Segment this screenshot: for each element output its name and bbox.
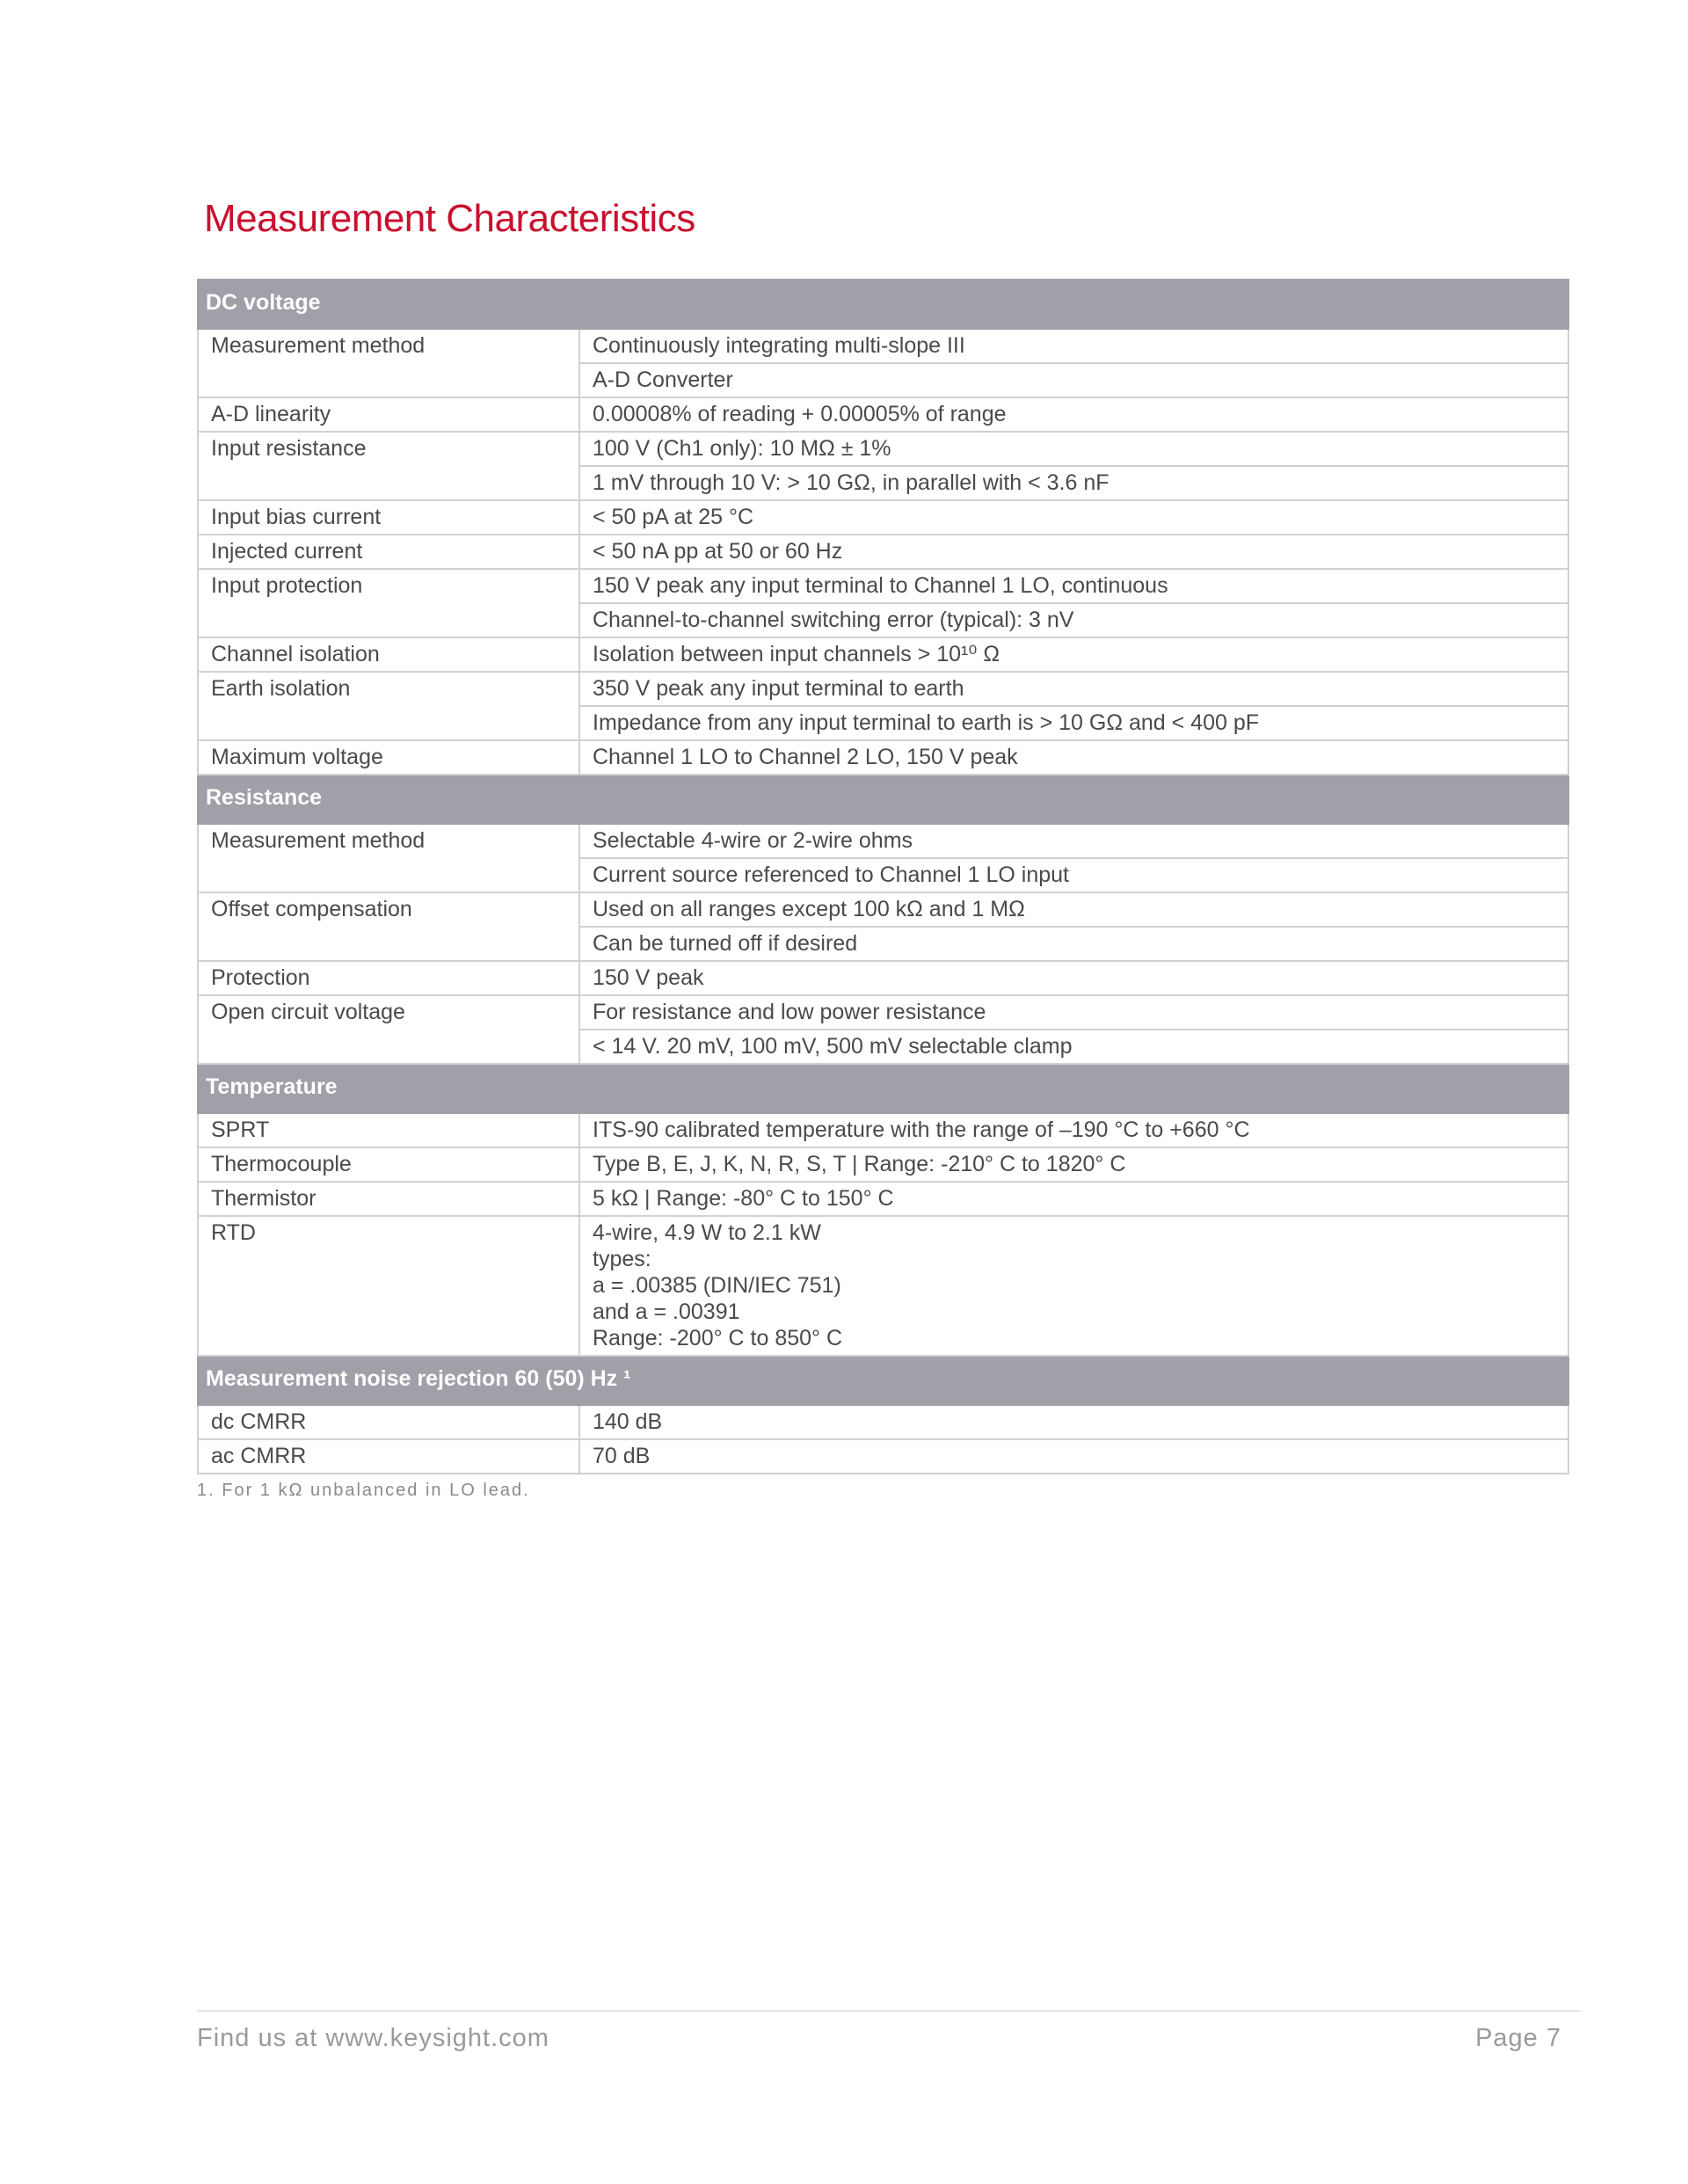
- parameter-value: 1 mV through 10 V: > 10 GΩ, in parallel with < 3.6 nF: [579, 466, 1568, 500]
- footer-website-link[interactable]: Find us at www.keysight.com: [197, 2024, 549, 2052]
- parameter-label: Open circuit voltage: [198, 995, 579, 1064]
- parameter-value: Isolation between input channels > 10¹⁰ Ω: [579, 637, 1568, 672]
- table-row: [198, 961, 1568, 995]
- parameter-label: RTD: [198, 1216, 579, 1356]
- specifications-table-body: [198, 280, 1568, 1474]
- parameter-value: A-D Converter: [579, 363, 1568, 397]
- section-title: Measurement noise rejection 60 (50) Hz ¹: [198, 1356, 1568, 1405]
- parameter-label: Earth isolation: [198, 672, 579, 740]
- table-row: [198, 892, 1568, 927]
- parameter-label: Offset compensation: [198, 892, 579, 961]
- parameter-label: SPRT: [198, 1113, 579, 1147]
- table-row: [198, 397, 1568, 432]
- parameter-label: Thermocouple: [198, 1147, 579, 1182]
- section-header-row: [198, 1356, 1568, 1405]
- table-row: [198, 1113, 1568, 1147]
- parameter-value: Continuously integrating multi-slope III: [579, 329, 1568, 363]
- parameter-value: < 50 nA pp at 50 or 60 Hz: [579, 535, 1568, 569]
- table-row: [198, 637, 1568, 672]
- page-title: Measurement Characteristics: [204, 197, 695, 240]
- table-row: [198, 672, 1568, 706]
- page-number: Page 7: [1475, 2024, 1561, 2052]
- parameter-value: Channel-to-channel switching error (typical): 3 nV: [579, 603, 1568, 637]
- parameter-label: ac CMRR: [198, 1439, 579, 1474]
- parameter-value: Used on all ranges except 100 kΩ and 1 MΩ: [579, 892, 1568, 927]
- section-title: DC voltage: [198, 280, 1568, 329]
- table-row: [198, 1439, 1568, 1474]
- specifications-table: [197, 279, 1569, 1474]
- parameter-value: Can be turned off if desired: [579, 927, 1568, 961]
- table-row: [198, 569, 1568, 603]
- parameter-value: Current source referenced to Channel 1 LO input: [579, 858, 1568, 892]
- parameter-label: dc CMRR: [198, 1405, 579, 1439]
- parameter-value: For resistance and low power resistance: [579, 995, 1568, 1030]
- parameter-label: Protection: [198, 961, 579, 995]
- parameter-value: 0.00008% of reading + 0.00005% of range: [579, 397, 1568, 432]
- parameter-value: 150 V peak: [579, 961, 1568, 995]
- table-row: [198, 500, 1568, 535]
- parameter-value: 100 V (Ch1 only): 10 MΩ ± 1%: [579, 432, 1568, 466]
- parameter-label: Input resistance: [198, 432, 579, 500]
- table-row: [198, 535, 1568, 569]
- parameter-label: Measurement method: [198, 329, 579, 397]
- parameter-value: 140 dB: [579, 1405, 1568, 1439]
- table-row: [198, 1405, 1568, 1439]
- table-row: [198, 1216, 1568, 1356]
- footer-divider: [197, 2010, 1581, 2012]
- parameter-label: Channel isolation: [198, 637, 579, 672]
- parameter-value: Channel 1 LO to Channel 2 LO, 150 V peak: [579, 740, 1568, 775]
- parameter-label: A-D linearity: [198, 397, 579, 432]
- section-header-row: [198, 1064, 1568, 1113]
- table-row: [198, 824, 1568, 858]
- parameter-label: Input bias current: [198, 500, 579, 535]
- parameter-value: 70 dB: [579, 1439, 1568, 1474]
- table-row: [198, 432, 1568, 466]
- parameter-label: Injected current: [198, 535, 579, 569]
- parameter-value: < 50 pA at 25 °C: [579, 500, 1568, 535]
- parameter-value: 150 V peak any input terminal to Channel 1 LO, continuous: [579, 569, 1568, 603]
- parameter-label: Thermistor: [198, 1182, 579, 1216]
- parameter-label: Maximum voltage: [198, 740, 579, 775]
- parameter-label: Input protection: [198, 569, 579, 637]
- parameter-value: 4-wire, 4.9 W to 2.1 kW types: a = .00385 (DIN/IEC 751) and a = .00391 Range: -200° C to 850° C: [579, 1216, 1568, 1356]
- table-row: [198, 329, 1568, 363]
- parameter-value: < 14 V. 20 mV, 100 mV, 500 mV selectable clamp: [579, 1030, 1568, 1064]
- table-row: [198, 1147, 1568, 1182]
- parameter-value: Type B, E, J, K, N, R, S, T | Range: -210° C to 1820° C: [579, 1147, 1568, 1182]
- parameter-value: ITS-90 calibrated temperature with the range of –190 °C to +660 °C: [579, 1113, 1568, 1147]
- section-title: Temperature: [198, 1064, 1568, 1113]
- table-row: [198, 995, 1568, 1030]
- section-title: Resistance: [198, 775, 1568, 824]
- table-row: [198, 740, 1568, 775]
- section-header-row: [198, 280, 1568, 329]
- section-header-row: [198, 775, 1568, 824]
- parameter-value: 5 kΩ | Range: -80° C to 150° C: [579, 1182, 1568, 1216]
- parameter-value: Selectable 4-wire or 2-wire ohms: [579, 824, 1568, 858]
- parameter-value: 350 V peak any input terminal to earth: [579, 672, 1568, 706]
- parameter-value: Impedance from any input terminal to earth is > 10 GΩ and < 400 pF: [579, 706, 1568, 740]
- footnote: 1. For 1 kΩ unbalanced in LO lead.: [197, 1481, 530, 1500]
- parameter-label: Measurement method: [198, 824, 579, 892]
- table-row: [198, 1182, 1568, 1216]
